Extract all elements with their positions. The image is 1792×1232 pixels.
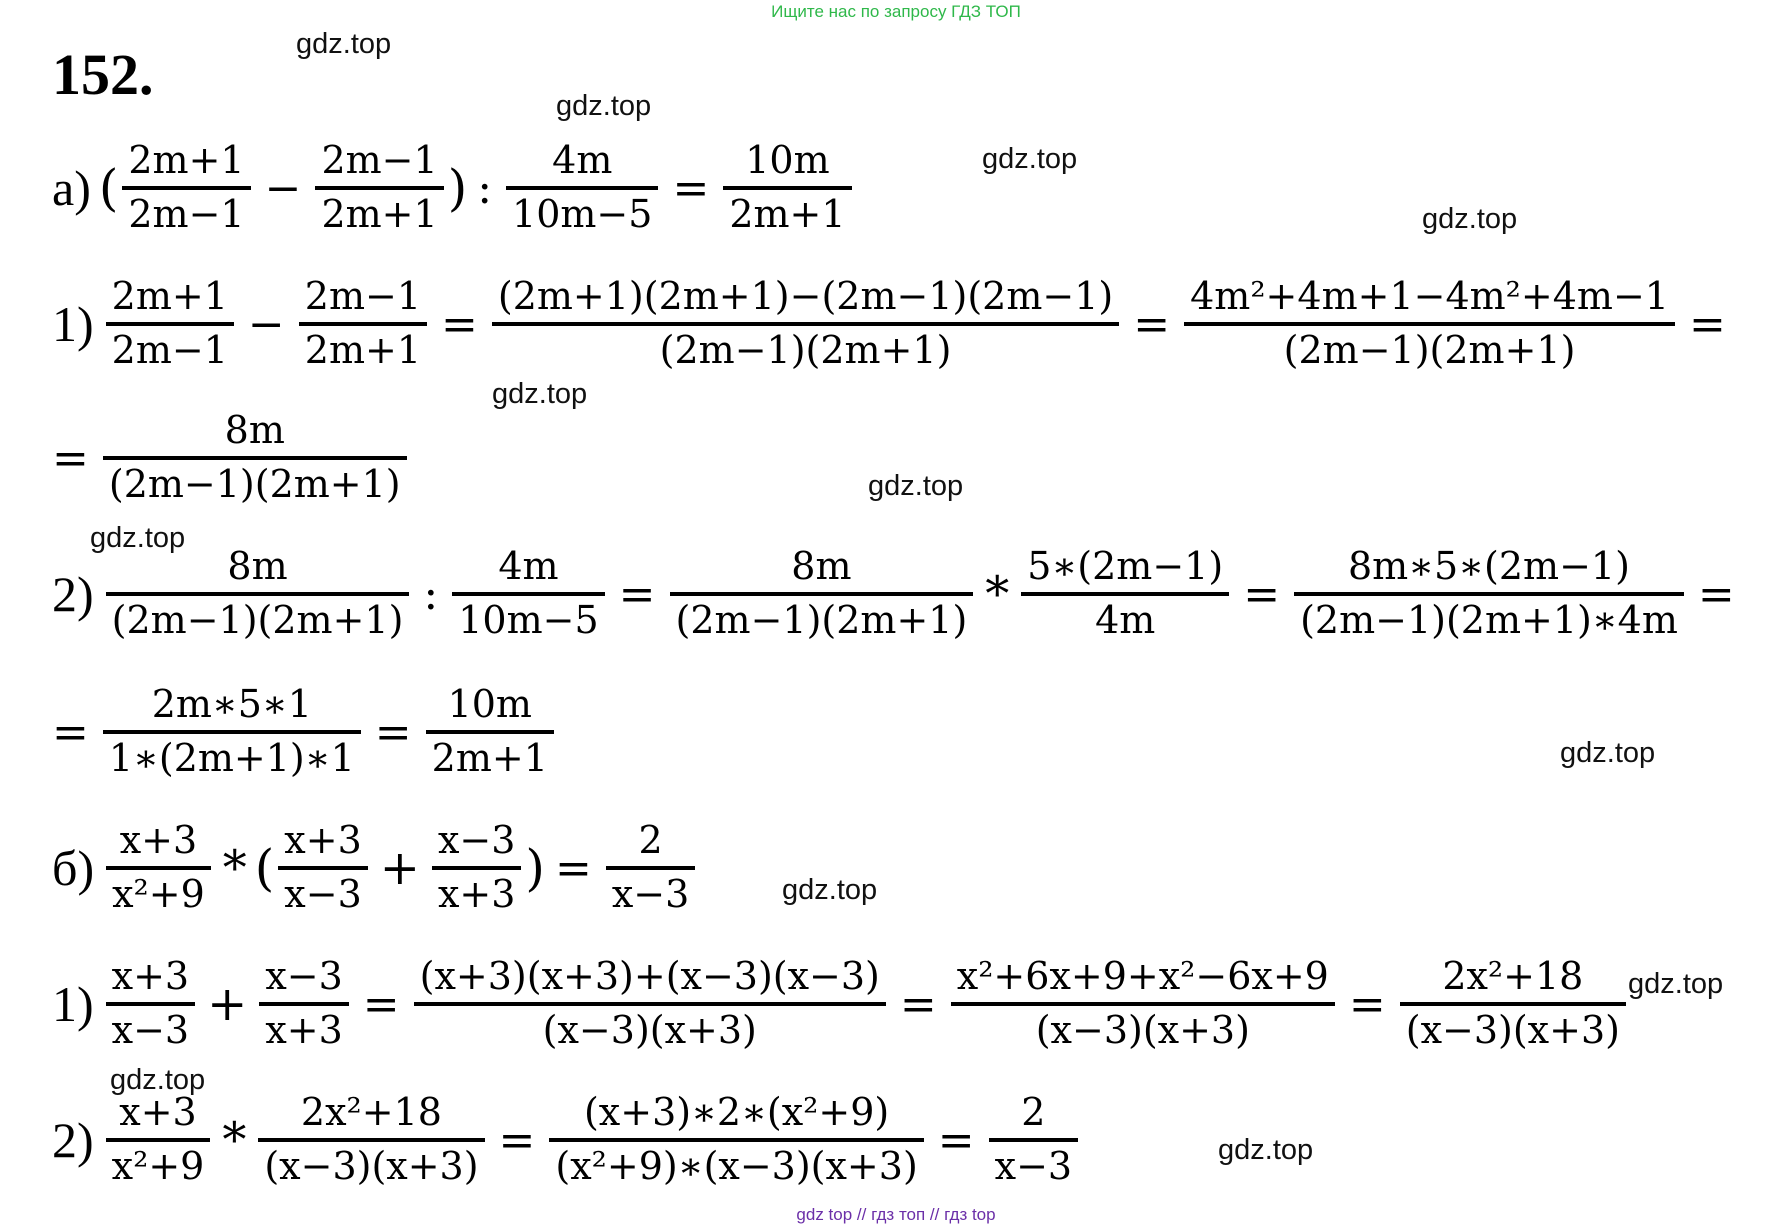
fraction-bar (106, 1138, 211, 1142)
denominator: x+3 (437, 872, 516, 916)
numerator: (x+3)(x+3)+(x−3)(x−3) (419, 954, 880, 999)
open-paren: ( (254, 839, 275, 897)
watermark: gdz.top (110, 1064, 206, 1096)
numerator: 8m (224, 408, 285, 453)
numerator: (x+3)∗2∗(x²+9) (583, 1090, 890, 1135)
open-paren: ( (98, 159, 119, 217)
numerator: x+3 (111, 954, 190, 999)
fraction-bar (506, 186, 658, 190)
fraction (122, 139, 250, 236)
numerator: 5∗(2m−1) (1027, 544, 1224, 589)
part-a-statement (52, 138, 856, 238)
fraction-bar (106, 866, 211, 870)
fraction-bar (258, 1138, 484, 1142)
fraction (1400, 955, 1626, 1052)
numerator: 4m (498, 544, 559, 589)
numerator: 10m (745, 138, 830, 183)
denominator: (x−3)(x+3) (264, 1144, 479, 1188)
denominator: 2m−1 (111, 328, 228, 372)
part-a-step-1 (52, 274, 1736, 374)
denominator: (2m−1)(2m+1) (108, 462, 401, 506)
fraction (989, 1091, 1078, 1188)
watermark: gdz.top (556, 90, 652, 122)
denominator: x−3 (284, 872, 362, 916)
operator: + (207, 976, 248, 1032)
operator: = (374, 706, 412, 758)
fraction (1294, 545, 1684, 642)
denominator: x−3 (611, 872, 690, 916)
part-a-step-2 (52, 544, 1745, 644)
denominator: 2m−1 (128, 192, 245, 236)
fraction-bar (106, 322, 234, 326)
fraction (103, 409, 407, 506)
part-a-step-2-result (52, 682, 558, 782)
numerator: 8m (791, 544, 852, 589)
denominator: (x−3)(x+3) (1035, 1008, 1250, 1052)
fraction (492, 275, 1119, 372)
numerator: (2m+1)(2m+1)−(2m−1)(2m−1) (497, 274, 1114, 319)
operator: * (222, 840, 247, 896)
numerator: 8m∗5∗(2m−1) (1348, 544, 1630, 589)
operator: * (985, 566, 1010, 622)
search-banner[interactable]: Ищите нас по запросу ГДЗ ТОП (771, 2, 1021, 21)
step-label: 2) (52, 566, 94, 622)
fraction-bar (432, 866, 521, 870)
fraction (106, 545, 410, 642)
operator: = (1697, 568, 1735, 620)
fraction-bar (278, 866, 367, 870)
operator: = (554, 842, 592, 894)
numerator: x−3 (437, 818, 516, 863)
denominator: (2m−1)(2m+1) (659, 328, 952, 372)
fraction-bar (549, 1138, 923, 1142)
fraction (432, 819, 521, 916)
numerator: 2 (1021, 1090, 1046, 1135)
part-b-step-2 (52, 1090, 1082, 1190)
watermark: gdz.top (1218, 1134, 1314, 1166)
fraction-bar (452, 592, 604, 596)
denominator: x²+9 (112, 872, 205, 916)
part-b-step-1 (52, 954, 1630, 1054)
watermark: gdz.top (1628, 968, 1724, 1000)
denominator: (2m−1)(2m+1) (111, 598, 404, 642)
fraction (723, 139, 851, 236)
watermark: gdz.top (868, 470, 964, 502)
operator: = (937, 1114, 975, 1166)
denominator: (x−3)(x+3) (1405, 1008, 1620, 1052)
operator: = (1688, 298, 1726, 350)
operator: = (1133, 298, 1171, 350)
fraction-bar (103, 730, 361, 734)
fraction-bar (492, 322, 1119, 326)
watermark: gdz.top (782, 874, 878, 906)
watermark: gdz.top (90, 522, 186, 554)
numerator: x²+6x+9+x²−6x+9 (956, 954, 1329, 999)
step-label: 1) (52, 296, 94, 352)
numerator: x+3 (284, 818, 362, 863)
watermark: gdz.top (296, 28, 392, 60)
watermark: gdz.top (982, 143, 1078, 175)
watermark: gdz.top (1560, 737, 1656, 769)
fraction (259, 955, 348, 1052)
denominator: (x²+9)∗(x−3)(x+3) (555, 1144, 918, 1188)
numerator: 8m (227, 544, 288, 589)
fraction-bar (1184, 322, 1675, 326)
fraction-bar (315, 186, 443, 190)
fraction-bar (103, 456, 407, 460)
operator: = (52, 706, 89, 758)
operator: + (379, 840, 420, 896)
watermark: gdz.top (492, 378, 588, 410)
close-paren: ) (447, 159, 468, 217)
watermark: gdz.top (1422, 203, 1518, 235)
fraction (106, 1091, 211, 1188)
numerator: 4m²+4m+1−4m²+4m−1 (1190, 274, 1669, 319)
fraction-bar (670, 592, 974, 596)
part-b-statement (52, 818, 699, 918)
operator: = (498, 1114, 536, 1166)
part-a-step-1-result (52, 408, 411, 508)
fraction (258, 1091, 484, 1188)
denominator: 10m−5 (458, 598, 599, 642)
fraction-bar (1400, 1002, 1626, 1006)
fraction-bar (259, 1002, 348, 1006)
operator: = (672, 162, 710, 214)
part-label: б) (52, 840, 95, 896)
denominator: 2m+1 (321, 192, 438, 236)
denominator: (2m−1)(2m+1) (675, 598, 968, 642)
numerator: 2x²+18 (300, 1090, 442, 1135)
operator: * (222, 1112, 247, 1168)
operator: − (247, 298, 285, 350)
operator: = (441, 298, 478, 350)
denominator: x−3 (111, 1008, 190, 1052)
denominator: (2m−1)(2m+1)∗4m (1300, 598, 1678, 642)
fraction-bar (106, 1002, 195, 1006)
fraction (1184, 275, 1675, 372)
fraction (426, 683, 554, 780)
operator: − (264, 162, 302, 214)
numerator: x−3 (265, 954, 343, 999)
step-label: 1) (52, 976, 94, 1032)
operator: : (477, 162, 493, 214)
fraction (278, 819, 367, 916)
numerator: 10m (447, 682, 532, 727)
fraction-bar (1021, 592, 1229, 596)
numerator: x+3 (119, 818, 198, 863)
fraction (106, 819, 211, 916)
fraction (106, 955, 195, 1052)
operator: = (1243, 568, 1281, 620)
part-label: а) (52, 160, 91, 216)
problem-number: 152. (52, 42, 154, 107)
fraction-bar (106, 592, 410, 596)
operator: : (423, 568, 439, 620)
denominator: x+3 (265, 1008, 343, 1052)
fraction (951, 955, 1335, 1052)
denominator: 2m+1 (304, 328, 421, 372)
step-label: 2) (52, 1112, 94, 1168)
fraction (606, 819, 695, 916)
denominator: 4m (1095, 598, 1156, 642)
numerator: 2 (638, 818, 663, 863)
fraction (299, 275, 427, 372)
fraction (1021, 545, 1229, 642)
denominator: (x−3)(x+3) (542, 1008, 757, 1052)
operator: = (899, 978, 937, 1030)
fraction (549, 1091, 923, 1188)
fraction (414, 955, 886, 1052)
numerator: 2m−1 (304, 274, 421, 319)
numerator: x+3 (119, 1090, 197, 1135)
fraction-bar (426, 730, 554, 734)
fraction-bar (414, 1002, 886, 1006)
numerator: 2m∗5∗1 (151, 682, 312, 727)
operator: = (1348, 978, 1386, 1030)
numerator: 4m (552, 138, 613, 183)
denominator: 2m+1 (431, 736, 548, 780)
denominator: (2m−1)(2m+1) (1283, 328, 1576, 372)
footer-watermark: gdz top // гдз топ // гдз top (796, 1205, 996, 1224)
fraction (106, 275, 234, 372)
fraction (670, 545, 974, 642)
fraction-bar (299, 322, 427, 326)
operator: = (618, 568, 656, 620)
fraction-bar (951, 1002, 1335, 1006)
numerator: 2m+1 (111, 274, 228, 319)
operator: = (52, 432, 89, 484)
operator: = (362, 978, 400, 1030)
denominator: 10m−5 (512, 192, 653, 236)
fraction-bar (606, 866, 695, 870)
numerator: 2x²+18 (1442, 954, 1584, 999)
fraction-bar (989, 1138, 1078, 1142)
fraction (315, 139, 443, 236)
close-paren: ) (525, 839, 545, 897)
fraction-bar (723, 186, 851, 190)
fraction-bar (122, 186, 250, 190)
denominator: x²+9 (111, 1144, 205, 1188)
numerator: 2m−1 (321, 138, 438, 183)
denominator: 2m+1 (729, 192, 846, 236)
fraction (506, 139, 658, 236)
denominator: 1∗(2m+1)∗1 (108, 736, 355, 780)
denominator: x−3 (994, 1144, 1073, 1188)
fraction (452, 545, 604, 642)
numerator: 2m+1 (128, 138, 245, 183)
fraction (103, 683, 361, 780)
fraction-bar (1294, 592, 1684, 596)
